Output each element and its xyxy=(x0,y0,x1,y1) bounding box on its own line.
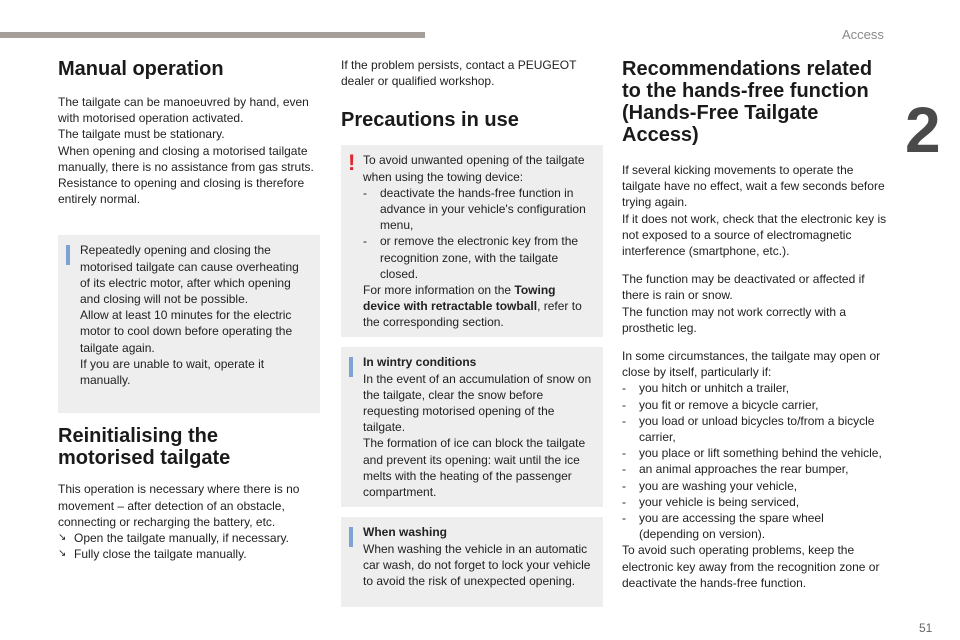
rec-item: - you are accessing the spare wheel (depending on version). xyxy=(622,511,824,542)
info-box-overheating xyxy=(58,235,320,413)
heading-reinitialising: Reinitialising the motorised tailgate xyxy=(58,425,231,470)
warning-icon: ! xyxy=(348,150,356,176)
info-box-winter xyxy=(341,347,603,507)
rec-item: - an animal approaches the rear bumper, xyxy=(622,462,849,477)
header-rule xyxy=(0,32,425,38)
page-number: 51 xyxy=(919,621,933,635)
warning-item: - or remove the electronic key from the recognition zone, with the tailgate closed. xyxy=(363,234,579,281)
manual-paragraph-1: The tailgate can be manoeuvred by hand, even with motorised operation activated. xyxy=(58,95,309,126)
info-icon xyxy=(349,357,353,377)
info-line-1: Repeatedly opening and closing the motorised tailgate can cause overheating of its electric motor, after which opening and closing will not be possible. xyxy=(80,243,299,307)
rec-paragraph-1: If several kicking movements to operate the tailgate have no effect, wait a few seconds before trying again. xyxy=(622,163,885,210)
rec-paragraph-2: If it does not work, check that the electronic key is not exposed to a source of electromagnetic interference (smartphone, etc.). xyxy=(622,211,887,259)
rec-item: - you hitch or unhitch a trailer, xyxy=(622,381,790,396)
reinit-paragraph: This operation is necessary where there is no movement – after detection of an obstacle, connecting or recharging the battery, etc. xyxy=(58,482,300,529)
info-line-2: Allow at least 10 minutes for the electric motor to cool down before operating the tailgate again. xyxy=(80,308,293,355)
winter-title: In wintry conditions xyxy=(363,355,477,370)
rec-paragraph-4: The function may not work correctly with a prosthetic leg. xyxy=(622,304,847,335)
info-icon xyxy=(349,527,353,547)
rec-item: - you fit or remove a bicycle carrier, xyxy=(622,397,819,412)
heading-precautions: Precautions in use xyxy=(341,109,519,132)
washing-title: When washing xyxy=(363,525,447,540)
washing-paragraph: When washing the vehicle in an automatic car wash, do not forget to lock your vehicle to avoid the risk of unexpected opening. xyxy=(363,541,591,589)
warning-item: - deactivate the hands-free function in advance in your vehicle's configuration menu, xyxy=(363,185,586,233)
rec-paragraph-3: The function may be deactivated or affected if there is rain or snow. xyxy=(622,272,865,303)
rec-item: - your vehicle is being serviced, xyxy=(622,494,800,509)
manual-paragraph-2: The tailgate must be stationary. xyxy=(58,127,225,142)
winter-paragraph-2: The formation of ice can block the tailgate and prevent its opening: wait until the ice melts with the heating of the passenger compartment. xyxy=(363,436,586,500)
column-left xyxy=(58,58,320,562)
chapter-number: 2 xyxy=(905,94,941,166)
info-line-3: If you are unable to wait, operate it manually. xyxy=(80,356,265,388)
manual-paragraph-3: When opening and closing a motorised tailgate manually, there is no assistance from gas struts. Resistance to opening and closing is therefore entirely normal. xyxy=(58,143,314,207)
rec-item: - you load or unload bicycles to/from a bicycle carrier, xyxy=(622,413,875,445)
rec-item: - you are washing your vehicle, xyxy=(622,478,798,493)
reinit-step: ↘ Open the tailgate manually, if necessary. xyxy=(58,531,290,546)
reinit-step: ↘ Fully close the tailgate manually. xyxy=(58,547,247,562)
heading-recommendations: Recommendations related to the hands-free function (Hands-Free Tailgate Access) xyxy=(622,58,873,146)
section-label: Access xyxy=(842,27,884,42)
rec-item: - you place or lift something behind the vehicle, xyxy=(622,446,882,461)
info-box-washing xyxy=(341,517,603,607)
heading-manual-operation: Manual operation xyxy=(58,58,224,80)
rec-paragraph-6: To avoid such operating problems, keep the electronic key away from the recognition zone or deactivate the hands-free function. xyxy=(622,543,880,590)
rec-paragraph-5: In some circumstances, the tailgate may open or close by itself, particularly if: xyxy=(622,349,881,380)
winter-paragraph-1: In the event of an accumulation of snow on the tailgate, clear the snow before requesting motorised opening of the tailgate. xyxy=(363,371,592,435)
warning-box-towing xyxy=(341,145,603,337)
persist-paragraph: If the problem persists, contact a PEUGEOT dealer or qualified workshop. xyxy=(341,58,577,89)
arrow-bullet-icon: ↘ xyxy=(58,548,67,560)
column-middle xyxy=(341,57,603,607)
warning-more-info: For more information on the Towing device with retractable towball, refer to the corresponding section. xyxy=(363,283,582,330)
arrow-bullet-icon: ↘ xyxy=(58,532,67,544)
warning-intro: To avoid unwanted opening of the tailgate when using the towing device: xyxy=(363,153,585,184)
info-icon xyxy=(66,245,70,265)
column-right xyxy=(622,58,887,591)
